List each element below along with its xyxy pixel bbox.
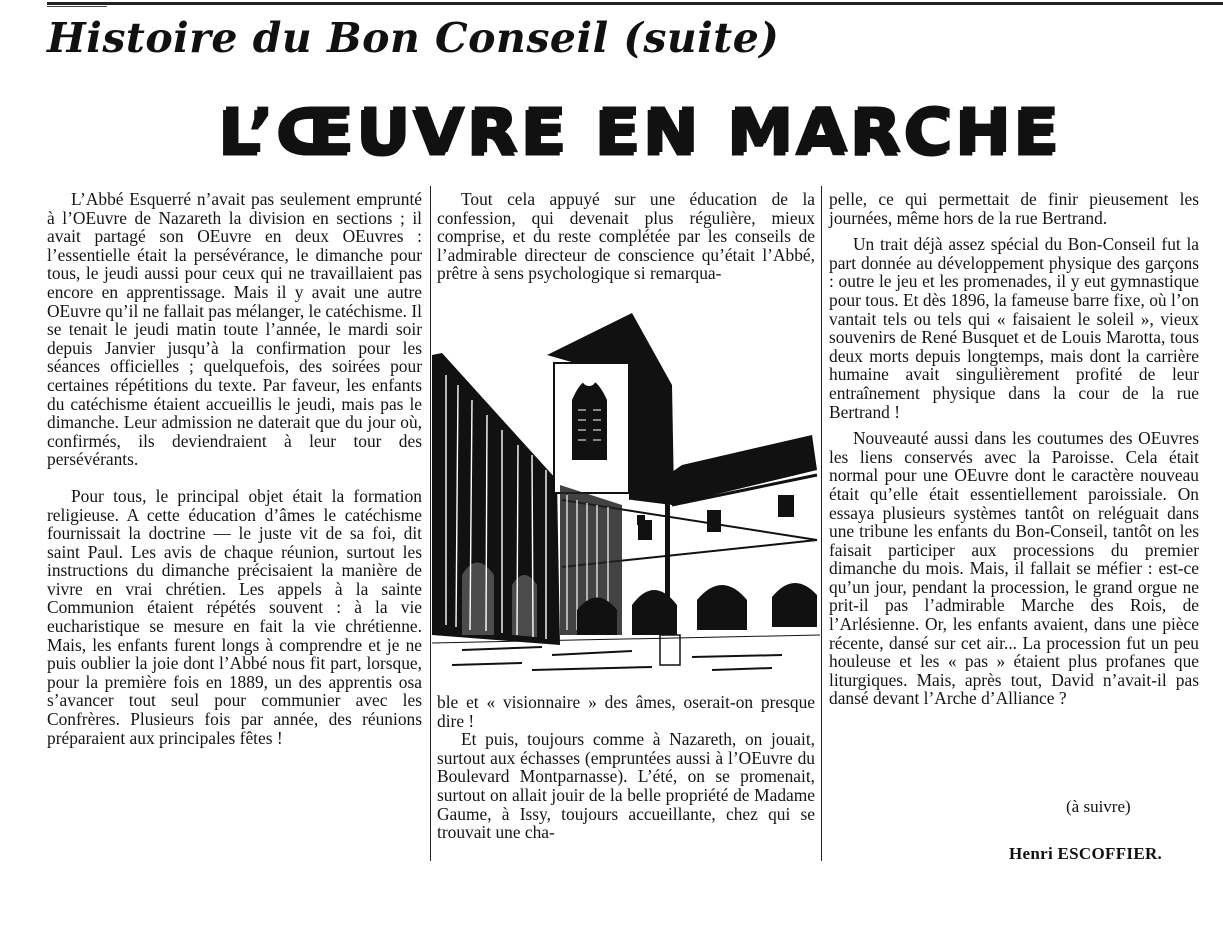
window-3: [778, 495, 794, 517]
paragraph: Et puis, toujours comme à Nazareth, on jouait, surtout aux échasses (empruntées aussi à l’OEuvre du Boulevard Montparnasse). L’été, on se promenait, surtout on allait jouir de la belle propriété de Madame Gaume, à Issy, toujours accueillante, chez qui se trouvait une cha-: [437, 729, 815, 843]
column-divider-2: [821, 186, 822, 861]
author-signature: Henri ESCOFFIER.: [1009, 844, 1163, 863]
paragraph-continuation: pelle, ce qui permettait de finir pieusement les journées, même hors de la rue Bertrand.: [829, 189, 1199, 228]
left-arch-2: [512, 575, 537, 637]
paragraph: Un trait déjà assez spécial du Bon-Conseil fut la part donnée au développement physique des garçons : outre le jeu et les promenades, il y eut gymnastique pour tous. Et dès 1896, la fameuse barre fixe, où l’on vantait tels ou tels qui « faisaient le soleil », vieux souvenirs de René Busquet et de Louis Marotta, tous deux morts depuis longtemps, mais dont la carrière humaine avait singulièrement profité de leur entraînement physique dans la cour de la rue Bertrand !: [829, 234, 1199, 422]
tower-oculus: [582, 372, 596, 386]
courtyard-drawing: [432, 305, 820, 685]
column-1: [47, 190, 422, 747]
window-2: [707, 510, 721, 532]
column-2-top: [437, 190, 815, 283]
arcade-3: [697, 585, 747, 630]
tower-window: [572, 380, 607, 460]
window-1: [638, 520, 652, 540]
top-rule: [47, 2, 1223, 5]
courtyard-illustration: [432, 305, 820, 685]
column-2-bottom: [437, 693, 815, 842]
pole-base: [660, 635, 680, 665]
paragraph: L’Abbé Esquerré n’avait pas seulement emprunté à l’OEuvre de Nazareth la division en sections ; il avait partagé son OEuvre en deux OEuvres : l’essentielle était la persévérance, le dimanche pour tous, le jeudi aussi pour ceux qui ne travaillaient pas encore en apprentissage. Mais il y avait une autre OEuvre qu’il ne fallait pas mélanger, le catéchisme. Il se tenait le jeudi matin toute l’année, le mardi soir depuis Janvier jusqu’à la confirmation pour les séances officielles ; quelquefois, des soirées pour certaines répétitions du texte. Par faveur, les enfants du catéchisme étaient accueillis le jeudi, mais pas le dimanche. Leur admission ne daterait que du jour où, confirmés, ils deviendraient à leur tour des persévérants.: [47, 189, 422, 470]
left-arch-1: [462, 563, 494, 636]
column-3: [829, 190, 1199, 708]
arcade-4: [772, 583, 817, 627]
article-headline: L’ŒUVRE EN MARCHE: [220, 93, 1064, 168]
series-kicker: Histoire du Bon Conseil (suite): [47, 14, 780, 62]
to-be-continued: (à suivre): [1066, 797, 1131, 816]
arcade-2: [632, 590, 677, 635]
paragraph: Pour tous, le principal objet était la formation religieuse. A cette éducation d’âmes le catéchisme fournissait la doctrine — le juste vit de sa foi, dit saint Paul. Les avis de chaque réunion, surtout les instructions du dimanche précisaient la manière de vivre en vrai chrétien. Les appels à la sainte Communion étaient répétés souvent : à la vie eucharistique se mesure en fait la vie chrétienne. Mais, les enfants furent longs à comprendre et je ne puis oublier la joie dont l’Abbé nous fit part, lorsque, pour la première fois en 1889, un des apprentis osa s’avancer tout seul pour communier avec les Confrères. Plusieurs fois par année, des réunions préparaient aux principales fêtes !: [47, 485, 422, 748]
paragraph-continuation: ble et « visionnaire » des âmes, oserait-on presque dire !: [437, 692, 815, 731]
lamp-pole: [665, 430, 670, 640]
paragraph: Nouveauté aussi dans les coutumes des OEuvres les liens conservés avec la Paroisse. Cela était normal pour une OEuvre dont le caractère nouveau était qu’elle était essentiellement paroissiale. On essaya plusieurs systèmes tantôt on reléguait dans une tribune les enfants du Bon-Conseil, tantôt on les faisait participer aux processions du premier dimanche du mois. Mais, il fallait se méfier : est-ce qu’un jour, pendant la procession, le grand orgue ne prit-il pas l’admirable Marche des Rois, de l’Arlésienne. Or, les enfants avaient, dans une pièce récente, dansé sur cet air... La procession fut un peu houleuse et les « pas » étaient plus profanes que liturgiques. Mais, après tout, David n’avait-il pas dansé devant l’Arche d’Alliance ?: [829, 428, 1199, 709]
paragraph: Tout cela appuyé sur une éducation de la confession, qui devenait plus régulière, mieux comprise, et du reste complétée par les conseils de l’admirable directeur de conscience qu’était l’Abbé, prêtre à sens psychologique si remarqua-: [437, 189, 815, 284]
ground-hatching: [432, 635, 820, 670]
left-building: [432, 353, 560, 645]
column-divider-1: [430, 186, 431, 861]
top-rule-secondary: [47, 6, 107, 7]
